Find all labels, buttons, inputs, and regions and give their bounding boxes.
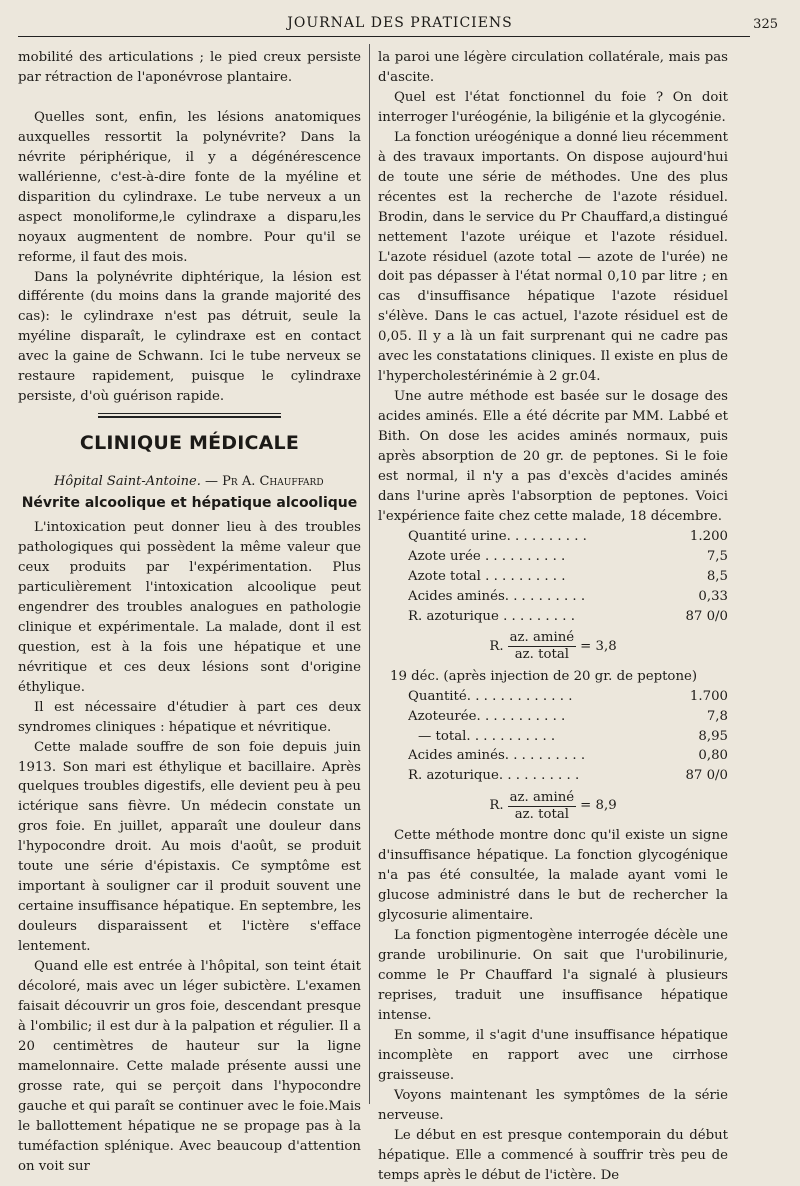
fraction-denominator: az. total xyxy=(514,806,569,822)
paragraph: La fonction pigmentogène interrogée décèle une grande urobilinurie. On sait que l'urobilinurie, comme le Pr Chauffard l'a signalé à plusieurs reprises, traduit une insuffisance hépatique intense. xyxy=(378,928,728,1023)
lab-row: Quantité. . . . . . . . . . . . . 1.700 xyxy=(408,688,728,704)
paragraph: Voyons maintenant les symptômes de la série nerveuse. xyxy=(378,1087,728,1123)
journal-title: JOURNAL DES PRATICIENS xyxy=(287,15,513,31)
lab-results-table-1 xyxy=(408,527,728,627)
column-divider xyxy=(369,44,370,1104)
paragraph: Quel est l'état fonctionnel du foie ? On doit interroger l'uréogénie, la biligénie et la glycogénie. xyxy=(378,89,728,125)
lab-results-table-2 xyxy=(408,687,728,787)
paragraph: Il est nécessaire d'étudier à part ces deux syndromes cliniques : hépatique et névritique. xyxy=(18,699,361,735)
paragraph: Une autre méthode est basée sur le dosage des acides aminés. Elle a été décrite par MM. Labbé et Bith. On dose les acides aminés normaux, puis après absorption de 20 gr. de peptones. Si le foie est normal, il n'y a pas d'excès d'acides aminés dans l'urine après l'absorption de peptones. Voici l'expérience faite chez cette malade, 18 décembre. xyxy=(378,389,728,524)
lab-row: R. azoturique . . . . . . . . . 87 0/0 xyxy=(408,608,728,624)
paragraph: la paroi une légère circulation collatérale, mais pas d'ascite. xyxy=(378,50,728,85)
paragraph: En somme, il s'agit d'une insuffisance hépatique incomplète en rapport avec une cirrhose graisseuse. xyxy=(378,1027,728,1083)
page-header xyxy=(0,12,800,40)
fraction xyxy=(508,790,577,823)
lab-row: R. azoturique. . . . . . . . . . 87 0/0 xyxy=(408,768,728,784)
hospital-name: Hôpital Saint-Antoine. xyxy=(54,474,201,490)
section-rule xyxy=(98,413,281,414)
lab-table-2-heading: 19 déc. (après injection de 20 gr. de peptone) xyxy=(390,668,698,684)
lab-row: Acides aminés. . . . . . . . . . 0,80 xyxy=(408,748,728,764)
lab-row: Azoteurée. . . . . . . . . . . 7,8 xyxy=(408,708,728,724)
section-rule xyxy=(98,416,281,418)
header-rule xyxy=(18,36,750,37)
ratio-label: R. xyxy=(489,798,504,814)
lab-row: Quantité urine. . . . . . . . . . 1.200 xyxy=(408,528,728,544)
paragraph: La fonction uréogénique a donné lieu récemment à des travaux importants. On dispose aujourd'hui de toute une série de méthodes. Une des plus récentes est la recherche de l'azote résiduel. Brodin, dans le service du Pr Chauffard,a distingué nettement l'azote uréique et l'azote résiduel. L'azote résiduel (azote total — azote de l'urée) ne doit pas dépasser à l'état normal 0,10 par litre ; en cas d'insuffisance hépatique l'azote résiduel s'élève. Dans le cas actuel, l'azote résiduel est de 0,05. Il y a là un fait surprenant qui ne cadre pas avec les constatations cliniques. Il existe en plus de l'hypercholestérinémie à 2 gr.04. xyxy=(378,129,728,385)
ratio-formula-2 xyxy=(378,786,728,826)
paragraph: Quand elle est entrée à l'hôpital, son teint était décoloré, mais avec un léger subictère. L'examen faisait découvrir un gros foie, descendant presque à l'ombilic; il est dur à la palpation et régulier. Il a 20 centimètres de hauteur sur la ligne mamelonnaire. Cette malade présente aussi une grosse rate, qui se perçoit dans l'hypocondre gauche et qui paraît se continuer avec le foie.Mais le ballottement hépatique ne se propage pas à la tuméfaction splénique. Avec beaucoup d'attention on voit sur xyxy=(18,959,361,1174)
ratio-value: = 3,8 xyxy=(580,638,617,654)
fraction-denominator: az. total xyxy=(514,647,569,663)
right-column xyxy=(378,48,728,1186)
ratio-formula-1 xyxy=(378,627,728,667)
affiliation-line xyxy=(18,472,361,492)
lab-row: Azote total . . . . . . . . . . 8,5 xyxy=(408,568,728,584)
lab-row: Azote urée . . . . . . . . . . 7,5 xyxy=(408,548,728,564)
paragraph: Cette méthode montre donc qu'il existe un signe d'insuffisance hépatique. La fonction glycogénique n'a pas été consultée, la malade ayant vomi le glucose administré dans le but de rechercher la glycosurie alimentaire. xyxy=(378,828,728,924)
paragraph: L'intoxication peut donner lieu à des troubles pathologiques qui possèdent la même valeur que ceux produits par l'expérimentation. Plus particulièrement l'intoxication alcoolique peut engendrer des troubles analogues en pathologie clinique et expérimentale. La malade, dont il est question, est à la fois une hépatique et une névritique et ces deux lésions sont d'origine éthylique. xyxy=(18,520,361,695)
lab-row: — total. . . . . . . . . . . 8,95 xyxy=(418,728,728,744)
ratio-label: R. xyxy=(489,638,504,654)
ratio-value: = 8,9 xyxy=(580,798,617,814)
page-number: 325 xyxy=(753,17,778,32)
section-title: CLINIQUE MÉDICALE xyxy=(79,432,300,455)
paragraph: Quelles sont, enfin, les lésions anatomiques auxquelles ressortit la polynévrite? Dans la névrite périphérique, il y a dégénérescence wallérienne, c'est-à-dire fonte de la myéline et disparition du cylindraxe. Le tube nerveux a un aspect monoliforme,le cylindraxe a disparu,les noyaux augmentent de nombre. Pour qu'il se reforme, il faut des mois. xyxy=(18,109,361,265)
fraction-numerator: az. aminé xyxy=(509,789,575,805)
paragraph: mobilité des articulations ; le pied creux persiste par rétraction de l'aponévrose plantaire. xyxy=(18,50,361,85)
left-column xyxy=(18,48,361,1177)
lab-row: Acides aminés. . . . . . . . . . 0,33 xyxy=(408,588,728,604)
paragraph: Cette malade souffre de son foie depuis juin 1913. Son mari est éthylique et bacillaire. Après quelques troubles digestifs, elle devient peu à peu ictérique sans fièvre. Un médecin constate un gros foie. En juillet, apparaît une douleur dans l'hypocondre droit. Au mois d'août, se produit toute une série d'épistaxis. Ce symptôme est important à souligner car il produit souvent une certaine insuffisance hépatique. En septembre, les douleurs disparaissent et l'ictère s'efface lentement. xyxy=(18,739,361,955)
fraction xyxy=(508,630,577,663)
professor-name: — Pr A. Chauffard xyxy=(205,474,324,490)
article-title: Névrite alcoolique et hépatique alcoolique xyxy=(21,495,358,512)
paragraph: Dans la polynévrite diphtérique, la lésion est différente (du moins dans la grande majorité des cas): le cylindraxe n'est pas détruit, seule la myéline disparaît, le cylindraxe est en contact avec la gaine de Schwann. Ici le tube nerveux se restaure rapidement, puisque le cylindraxe persiste, d'où guérison rapide. xyxy=(18,269,361,405)
paragraph: Le début en est presque contemporain du début hépatique. Elle a commencé à souffrir très peu de temps après le début de l'ictère. De xyxy=(378,1127,728,1183)
fraction-numerator: az. aminé xyxy=(509,630,575,646)
